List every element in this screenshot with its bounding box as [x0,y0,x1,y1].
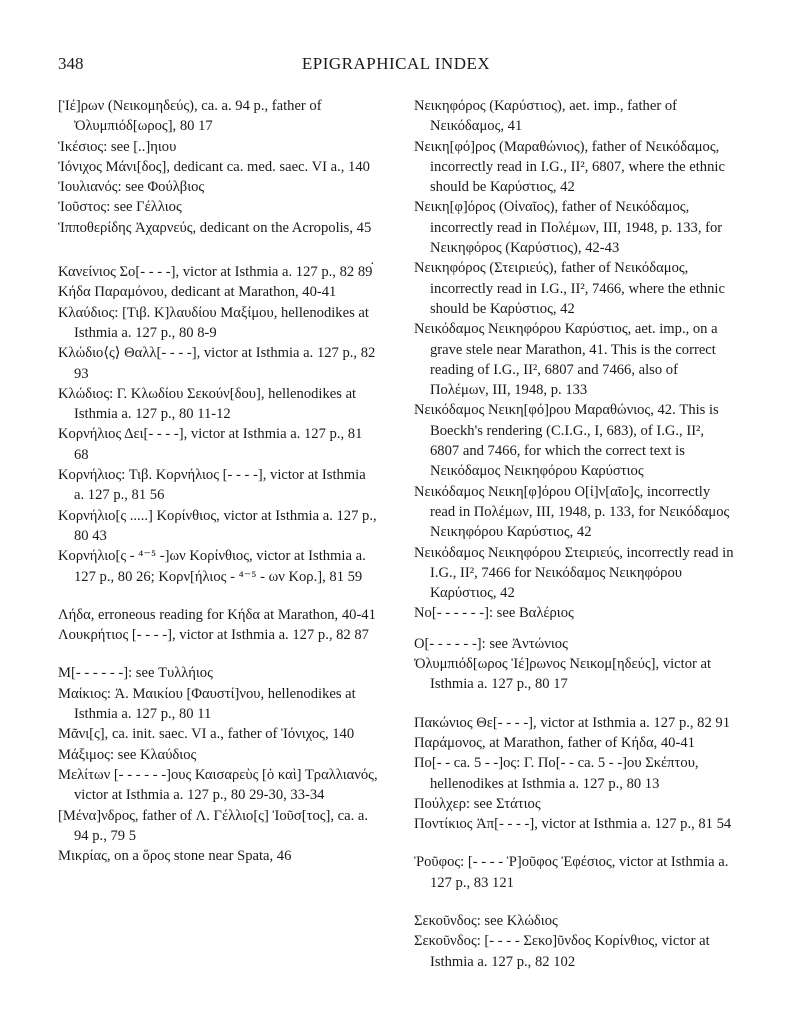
index-entry: Νεικη[φ]όρος (Οἰναῖος), father of Νεικόδαμος, incorrectly read in Πολέμων, III, 1948, p. 133, for Νεικηφόρος (Καρύστιος), 42-43 [414,199,723,257]
index-entry: Νεικηφόρος (Στειριεύς), father of Νεικόδαμος, incorrectly read in I.G., II², 7466, where the ethnic should be Καρύστιος, 42 [414,260,725,317]
index-entry: Μ[- - - - - -]: see Τυλλήιος [58,665,213,682]
index-entry: Ο[- - - - - -]: see Ἀντώνιος [414,635,568,652]
page-title: EPIGRAPHICAL INDEX [301,54,491,73]
index-entry: Κήδα Παραμόνου, dedicant at Marathon, 40-41 [58,284,337,301]
index-entry: Μαίκιος: Ἀ. Μαικίου [Φαυστί]νου, hellenodikes at Isthmia a. 127 p., 80 11 [58,685,356,723]
index-entry: Κορνήλιο[ς - ⁴⁻⁵ -]ων Κορίνθιος, victor at Isthmia a. 127 p., 80 26; Κορν[ήλιος - ⁴⁻⁵ - ων Κορ.], 81 59 [58,548,366,585]
index-entry: Νεικη[φό]ρος (Μαραθώνιος), father of Νεικόδαμος, incorrectly read in I.G., II², 6807, where the ethnic should be Καρύστιος, 42 [414,138,725,196]
index-entry: Ἰοῦστος: see Γέλλιος [58,199,182,216]
page-number: 348 [58,54,84,73]
index-entry: Ἰουλιανός: see Φούλβιος [58,179,205,196]
index-entry: Νεικόδαμος Νεικη[φό]ρου Μαραθώνιος, 42. This is Boeckh's rendering (C.I.G., I, 683), of I.G., II², 6807 and 7466, for which the correct text is Νεικόδαμος Νεικηφόρου Καρύστιος [414,402,719,480]
index-entry: Ἱκέσιος: see [..]ηιου [58,138,177,155]
index-entry: Παράμονος, at Marathon, father of Κήδα, 40-41 [414,734,695,751]
index-column-right [414,96,734,972]
index-entry: Ποντίκιος Ἀπ[- - - -], victor at Isthmia a. 127 p., 81 54 [414,816,732,833]
index-entry: Κορνήλιος: Τιβ. Κορνήλιος [- - - -], victor at Isthmia a. 127 p., 81 56 [58,467,366,504]
index-entry: Μᾶνι[ς], ca. init. saec. VI a., father of Ἰόνιχος, 140 [58,726,355,743]
index-entry: Νεικόδαμος Νεικηφόρου Καρύστιος, aet. imp., on a grave stele near Marathon, 41. This is the correct reading of I.G., II², 6807 and 7466, also of Πολέμων, III, 1948, p. 133 [414,321,718,399]
index-entry: Ὀλυμπιόδ[ωρος Ἱέ]ρωνος Νεικομ[ηδεύς], victor at Isthmia a. 127 p., 80 17 [414,656,712,693]
index-entry: Σεκοῦνδος: [- - - - Σεκο]ῦνδος Κορίνθιος, victor at Isthmia a. 127 p., 82 102 [414,933,710,970]
section-break [58,587,378,605]
index-entry: Ῥοῦφος: [- - - - Ῥ]οῦφος Ἐφέσιος, victor at Isthmia a. 127 p., 83 121 [414,854,729,891]
index-entry: Ἱπποθερίδης Ἀχαρνεύς, dedicant on the Acropolis, 45 [58,219,372,236]
section-break [414,624,734,634]
index-entry: Μικρίας, on a ὅρος stone near Spata, 46 [58,848,292,865]
index-entry: Σεκοῦνδος: see Κλώδιος [414,912,558,929]
index-entry: [Μένα]νδρος, father of Λ. Γέλλιο[ς] Ἰοῦσ[τος], ca. a. 94 p., 79 5 [58,807,369,844]
index-entry: Κανείνιος Σο[- - - -], victor at Isthmia a. 127 p., 82 89 [58,264,373,281]
index-entry: Κλαύδιος: [Τιβ. Κ]λαυδίου Μαξίμου, hellenodikes at Isthmia a. 127 p., 80 8-9 [58,304,369,341]
index-entry: Νο[- - - - - -]: see Βαλέριος [414,605,574,622]
index-entry: Κορνήλιος Δει[- - - -], victor at Isthmia a. 127 p., 81 68 [58,426,363,463]
section-break [58,238,378,262]
index-entry: Νεικόδαμος Νεικη[φ]όρου Ο[ἰ]ν[αῖο]ς, incorrectly read in Πολέμων, III, 1948, p. 133, for Νεικόδαμος Νεικηφόρου Καρύστιος, 42 [414,483,730,541]
index-entry: Πακώνιος Θε[- - - -], victor at Isthmia a. 127 p., 82 91 [414,714,731,731]
index-entry: Πο[- - ca. 5 - -]ος: Γ. Πο[- - ca. 5 - -]ου Σκέπτου, hellenodikes at Isthmia a. 127 p., 80 13 [414,755,699,792]
index-entry: Λήδα, erroneous reading for Κήδα at Marathon, 40-41 [58,606,376,623]
index-entry: Μάξιμος: see Κλαύδιος [58,746,197,763]
section-break [414,834,734,852]
index-entry: Λουκρήτιος [- - - -], victor at Isthmia a. 127 p., 82 87 [58,627,369,644]
section-break [414,695,734,713]
index-entry: Πούλχερ: see Στάτιος [414,795,541,812]
index-entry: [Ἱέ]ρων (Νεικομηδεύς), ca. a. 94 p., father of Ὀλυμπιόδ[ωρος], 80 17 [58,98,322,135]
page-header [58,54,734,76]
index-entry: Κλώδιος: Γ. Κλωδίου Σεκούν[δου], hellenodikes at Isthmia a. 127 p., 80 11-12 [58,385,357,423]
index-entry: Κλώδιο⟨ς⟩ Θαλλ[- - - -], victor at Isthmia a. 127 p., 82 93 [58,345,376,382]
index-entry: Νεικόδαμος Νεικηφόρου Στειριεύς, incorrectly read in I.G., II², 7466 for Νεικόδαμος Νεικηφόρου Καρύστιος, 42 [414,544,734,602]
index-entry: Μελίτων [- - - - - -]ους Καισαρεὺς [ὁ καὶ] Τραλλιανός, victor at Isthmia a. 127 p., 80 29-30, 33-34 [58,766,378,804]
index-column-left [58,96,378,866]
index-entry: Νεικηφόρος (Καρύστιος), aet. imp., father of Νεικόδαμος, 41 [414,98,677,135]
section-break [414,893,734,911]
index-entry: Κορνήλιο[ς .....] Κορίνθιος, victor at Isthmia a. 127 p., 80 43 [58,507,377,544]
index-entry: Ἰόνιχος Μάνι[δος], dedicant ca. med. saec. VI a., 140 [58,158,370,175]
section-break [58,645,378,663]
stray-mark: · [370,257,375,272]
